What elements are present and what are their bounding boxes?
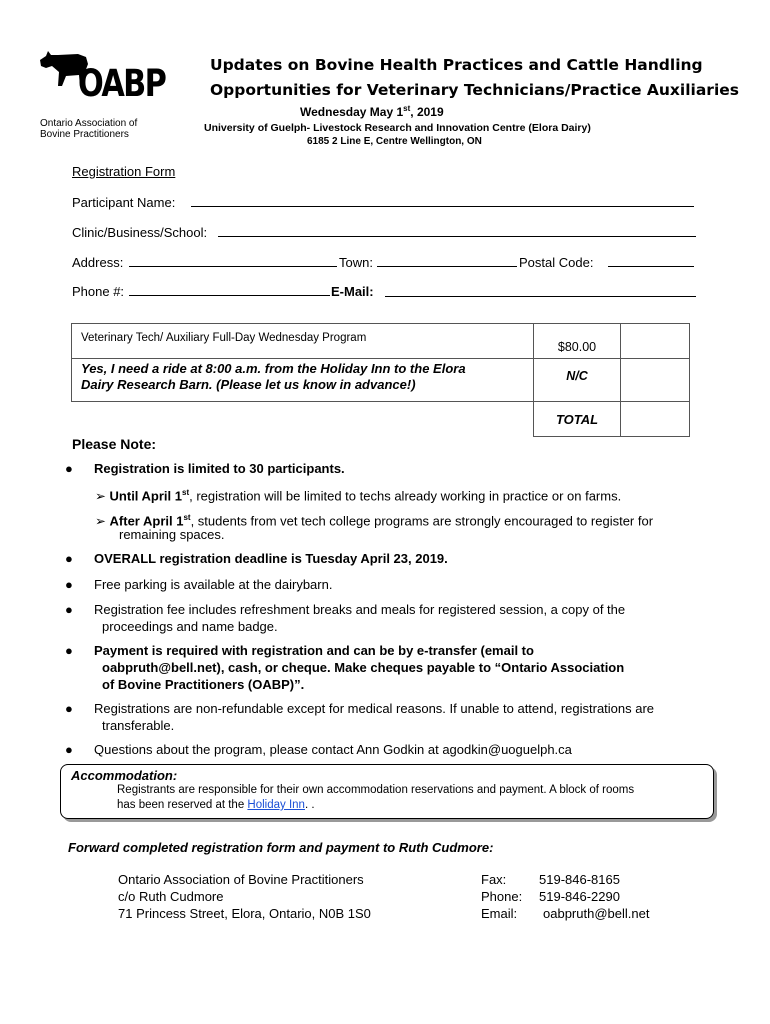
total-label-cell: TOTAL: [534, 402, 621, 437]
email-field[interactable]: [385, 296, 696, 297]
subnote-until-april: ➢ Until April 1st, registration will be limited to techs already working in practice or on farms.: [95, 488, 622, 504]
note-payment-cont2: of Bovine Practitioners (OABP)”.: [102, 677, 305, 692]
note-refund-cont: transferable.: [102, 718, 175, 733]
accommodation-heading: Accommodation:: [71, 768, 178, 783]
clinic-label: Clinic/Business/School:: [72, 225, 208, 240]
ride-price-cell: N/C: [534, 359, 621, 402]
notes-heading: Please Note:: [72, 436, 157, 452]
note-payment-cont1: oabpruth@bell.net), cash, or cheque. Make cheques payable to “Ontario Association: [102, 660, 625, 675]
forward-org: Ontario Association of Bovine Practitioners: [118, 872, 364, 887]
town-field[interactable]: [377, 266, 517, 267]
phone-label: Phone #:: [72, 284, 125, 299]
event-venue: University of Guelph- Livestock Research and Innovation Centre (Elora Dairy): [204, 122, 591, 134]
bullet-icon: ●: [65, 577, 73, 592]
ride-amount-field[interactable]: [621, 359, 690, 402]
address-field[interactable]: [129, 266, 337, 267]
accommodation-text-1: Registrants are responsible for their own accommodation reservations and payment. A block of rooms: [117, 784, 635, 796]
note-refund: Registrations are non-refundable except for medical reasons. If unable to attend, registrations are: [94, 701, 655, 716]
note-payment: Payment is required with registration and can be by e-transfer (email to: [94, 643, 534, 658]
table-row: [72, 359, 690, 402]
bullet-icon: ●: [65, 643, 73, 658]
note-questions: Questions about the program, please contact Ann Godkin at agodkin@uoguelph.ca: [94, 742, 572, 757]
holiday-inn-link[interactable]: Holiday Inn: [247, 799, 305, 811]
logo-line1: Ontario Association of: [40, 118, 138, 129]
subnote-after-april-cont: remaining spaces.: [119, 527, 225, 542]
participant-name-field[interactable]: [191, 206, 694, 207]
event-address: 6185 2 Line E, Centre Wellington, ON: [307, 136, 482, 147]
bullet-icon: ●: [65, 602, 73, 617]
bullet-icon: ●: [65, 461, 73, 476]
fees-table: [71, 323, 690, 437]
fee-price-cell: $80.00: [534, 324, 621, 359]
forward-co: c/o Ruth Cudmore: [118, 889, 224, 904]
note-fee-includes-cont: proceedings and name badge.: [102, 619, 278, 634]
phone-contact-label: Phone:: [481, 889, 523, 904]
ride-desc-cell: Yes, I need a ride at 8:00 a.m. from the Holiday Inn to the Elora Dairy Research Barn. (Please let us know in advance!): [72, 359, 534, 402]
bullet-icon: ●: [65, 551, 73, 566]
accommodation-text-2: has been reserved at the Holiday Inn. .: [117, 799, 315, 811]
accommodation-box: [60, 764, 714, 819]
event-date: Wednesday May 1st, 2019: [300, 104, 444, 119]
table-row: [72, 324, 690, 359]
fax-value: 519-846-8165: [539, 872, 620, 887]
postal-code-field[interactable]: [608, 266, 694, 267]
note-parking: Free parking is available at the dairybarn.: [94, 577, 333, 592]
logo-line2: Bovine Practitioners: [40, 129, 129, 140]
email-value: oabpruth@bell.net: [543, 906, 650, 921]
note-deadline: OVERALL registration deadline is Tuesday April 23, 2019.: [94, 551, 448, 566]
fax-label: Fax:: [481, 872, 507, 887]
email-label: E-Mail:: [331, 284, 374, 299]
bullet-icon: ●: [65, 742, 73, 757]
phone-value: 519-846-2290: [539, 889, 620, 904]
logo-abbr: OABP: [78, 62, 166, 105]
address-label: Address:: [72, 255, 124, 270]
subnote-after-april: ➢ After April 1st, students from vet tech college programs are strongly encouraged to register for: [95, 513, 654, 529]
town-label: Town:: [339, 255, 373, 270]
forward-street: 71 Princess Street, Elora, Ontario, N0B 1S0: [118, 906, 371, 921]
participant-label: Participant Name:: [72, 195, 176, 210]
arrow-bullet-icon: ➢: [95, 513, 106, 529]
fee-desc-cell: Veterinary Tech/ Auxiliary Full-Day Wednesday Program: [72, 324, 534, 359]
forward-heading: Forward completed registration form and payment to Ruth Cudmore:: [68, 840, 494, 855]
bullet-icon: ●: [65, 701, 73, 716]
arrow-bullet-icon: ➢: [95, 488, 106, 504]
registration-heading: Registration Form: [72, 164, 176, 179]
clinic-field[interactable]: [218, 236, 696, 237]
total-amount-field[interactable]: [621, 402, 690, 437]
postal-label: Postal Code:: [519, 255, 594, 270]
page-title-line2: Opportunities for Veterinary Technicians/Practice Auxiliaries: [210, 81, 739, 99]
oabp-logo: [38, 48, 173, 143]
note-limit: Registration is limited to 30 participants.: [94, 461, 345, 476]
page-title-line1: Updates on Bovine Health Practices and Cattle Handling: [210, 56, 703, 74]
table-row: [72, 402, 690, 437]
fee-amount-field[interactable]: [621, 324, 690, 359]
phone-field[interactable]: [129, 295, 330, 296]
email-contact-label: Email:: [481, 906, 518, 921]
note-fee-includes: Registration fee includes refreshment breaks and meals for registered session, a copy of the: [94, 602, 626, 617]
